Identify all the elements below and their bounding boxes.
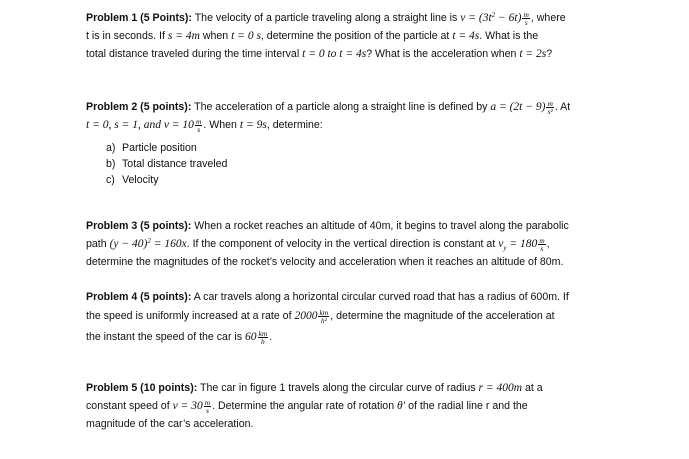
unit-fraction: $\frac{m}{\text{s²}}$ — [547, 98, 553, 116]
problem-1-line-1 — [86, 9, 606, 27]
problem-3-title: Problem 3 (5 points): — [86, 220, 192, 232]
problem-2-line-1: Problem 2 (5 points): The acceleration of a particle along a straight line is defined by a = (2t − 9) $\frac{m}{\text{s²}}$ . At — [86, 98, 571, 116]
unit-fraction: $\frac{m}{s}$ — [204, 397, 211, 415]
problem-3-line-2: path $(y - 40)^2 = 160x$. If the component of velocity in the vertical direction is constant at $v_y = 180$ $\frac{m}{s}$ , — [86, 235, 550, 253]
unit-fraction: $\frac{km}{h}$ — [258, 328, 268, 346]
list-item: a) Particle position — [106, 142, 197, 154]
problem-4-line-1: Problem 4 (5 points): A car travels along a horizontal circular curved road that has a radius of 600m. If — [86, 291, 569, 303]
unit-fraction: $\frac{m}{s}$ — [523, 9, 529, 27]
unit-fraction: $\frac{km}{\text{h²}}$ — [319, 307, 329, 325]
problem-5 — [86, 379, 606, 433]
problem-5-title: Problem 5 (10 points): — [86, 382, 198, 394]
vy-equation: $v_y = 180$ — [498, 238, 538, 252]
problem-3 — [86, 217, 606, 271]
problem-5-line-3: magnitude of the car’s acceleration. — [86, 418, 254, 430]
problem-4-title: Problem 4 (5 points): — [86, 291, 192, 303]
problem-2 — [86, 98, 606, 188]
problem-3-line-3: determine the magnitudes of the rocket’s velocity and acceleration when it reaches an altitude of 80m. — [86, 256, 564, 268]
problem-1 — [86, 9, 606, 63]
problem-1-line-3: total distance traveled during the time interval t = 0 to t = 4s? What is the acceleration when t = 2s? — [86, 48, 553, 60]
problem-4-line-3: the instant the speed of the car is 60 $\frac{km}{h}$ . — [86, 328, 273, 346]
problem-4 — [86, 288, 606, 348]
problem-5-line-2: constant speed of v = 30 $\frac{m}{s}$ . Determine the angular rate of rotation θ′ of the radial line r and the — [86, 397, 528, 415]
problem-1-text: The velocity of a particle traveling along a straight line is — [191, 12, 461, 24]
acceleration-equation: a = (2t − 9) — [490, 101, 546, 113]
list-item: b) Total distance traveled — [106, 158, 228, 170]
unit-fraction: $\frac{m}{s}$ — [195, 116, 202, 134]
problem-2-title: Problem 2 (5 points): — [86, 101, 192, 113]
problem-5-line-1: Problem 5 (10 points): The car in figure 1 travels along the circular curve of radius r = 400m at a — [86, 382, 543, 394]
problem-1-title: Problem 1 (5 Points): — [86, 12, 192, 24]
problem-4-line-2: the speed is uniformly increased at a rate of 2000 $\frac{km}{\text{h²}}$ , determine the magnitude of the acceleration at — [86, 307, 555, 325]
problem-2-list — [106, 140, 606, 188]
problem-1-text-end: , where — [530, 12, 566, 24]
velocity-equation: $v = (3t^2 - 6t)$ — [460, 11, 522, 24]
list-item: c) Velocity — [106, 174, 159, 186]
problem-1-line-2: t is in seconds. If s = 4m when t = 0 s, determine the position of the particle at t = 4s. What is the — [86, 30, 539, 42]
problem-3-line-1: Problem 3 (5 points): When a rocket reaches an altitude of 40m, it begins to travel along the parabolic — [86, 220, 569, 232]
unit-fraction: $\frac{m}{s}$ — [539, 235, 545, 253]
problem-2-line-2: t = 0, s = 1, and v = 10 $\frac{m}{s}$ . When t = 9s, determine: — [86, 116, 323, 134]
parabola-equation: $(y - 40)^2 = 160x$ — [109, 237, 187, 250]
